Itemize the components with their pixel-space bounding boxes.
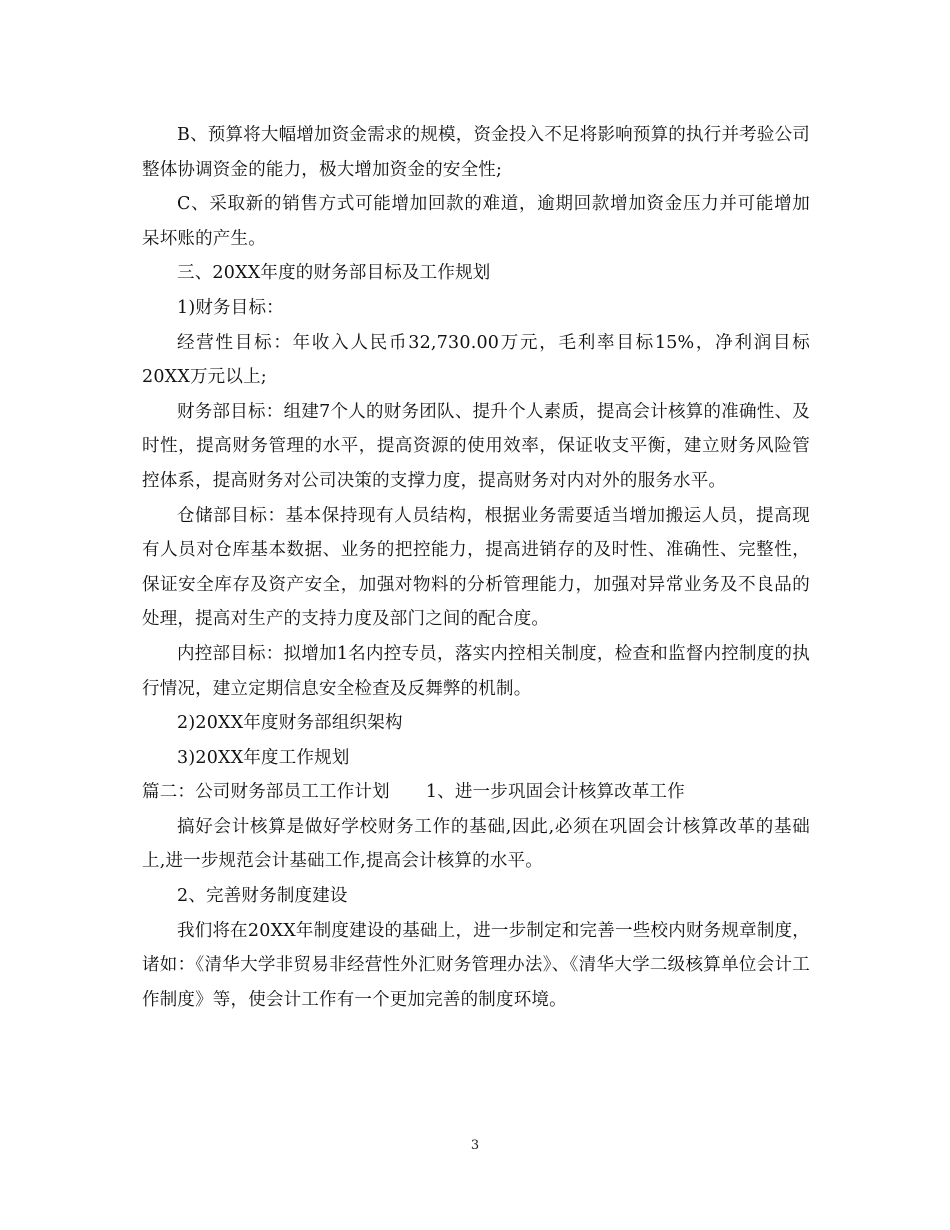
paragraph-finance-dept-goal: 财务部目标：组建7个人的财务团队、提升个人素质，提高会计核算的准确性、及时性，提高财务管理的水平，提高资源的使用效率，保证收支平衡，建立财务风险管控体系，提高财务对公司决策的支撑力度，提高财务对内对外的服务水平。 — [142, 401, 810, 491]
chapter-heading — [142, 775, 810, 810]
page-number: 3 — [470, 1138, 480, 1153]
paragraph-finance-regulations: 我们将在20XX年制度建设的基础上，进一步制定和完善一些校内财务规章制度，诸如：《清华大学非贸易非经营性外汇财务管理办法》、《清华大学二级核算单位会计工作制度》等，使会计工作有一个更加完善的制度环境。 — [142, 920, 810, 1010]
subsection-org-structure: 2)20XX年度财务部组织架构 — [177, 713, 403, 734]
paragraph-internal-control-goal: 内控部目标：拟增加1名内控专员，落实内控相关制度，检查和监督内控制度的执行情况，建立定期信息安全检查及反舞弊的机制。 — [142, 643, 810, 699]
paragraph-operating-goal: 经营性目标：年收入人民币32,730.00万元，毛利率目标15%，净利润目标20XX万元以上; — [142, 332, 810, 388]
chapter-title: 篇二：公司财务部员工工作计划 — [142, 782, 390, 803]
paragraph-budget-b: B、预算将大幅增加资金需求的规模，资金投入不足将影响预算的执行并考验公司整体协调资金的能力，极大增加资金的安全性; — [142, 125, 810, 180]
paragraph-sales-c: C、采取新的销售方式可能增加回款的难道，逾期回款增加资金压力并可能增加呆坏账的产生。 — [142, 194, 810, 249]
document-body — [142, 118, 810, 1017]
chapter-first-item: 1、进一步巩固会计核算改革工作 — [425, 782, 685, 803]
paragraph-accounting-reform: 搞好会计核算是做好学校财务工作的基础,因此,必须在巩固会计核算改革的基础上,进一步规范会计基础工作,提高会计核算的水平。 — [142, 816, 810, 872]
paragraph-warehouse-goal: 仓储部目标：基本保持现有人员结构，根据业务需要适当增加搬运人员，提高现有人员对仓库基本数据、业务的把控能力，提高进销存的及时性、准确性、完整性，保证安全库存及资产安全，加强对物料的分析管理能力，加强对异常业务及不良品的处理，提高对生产的支持力度及部门之间的配合度。 — [142, 505, 810, 630]
section-title-goals: 三、20XX年度的财务部目标及工作规划 — [177, 263, 491, 284]
subsection-work-plan: 3)20XX年度工作规划 — [177, 747, 350, 768]
subsection-finance-system: 2、完善财务制度建设 — [177, 886, 348, 907]
subsection-financial-goals: 1)财务目标： — [177, 297, 284, 318]
